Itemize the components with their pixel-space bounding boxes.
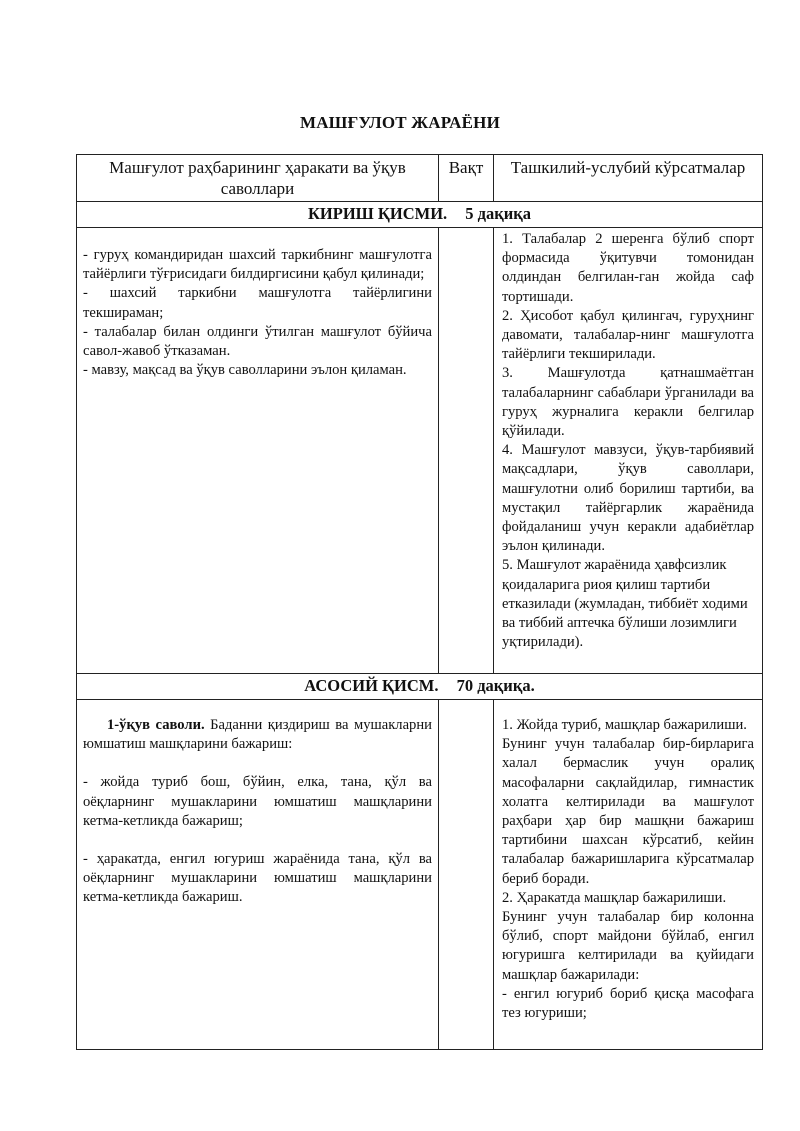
question-1 <box>83 716 432 754</box>
section-intro-minutes: 5 дақиқа <box>465 204 532 223</box>
main-instruction-1: 1. Жойда туриб, машқлар бажарилиши. <box>502 717 747 733</box>
section-intro-row <box>77 202 763 228</box>
section-main-title <box>77 674 763 700</box>
main-action-2: - ҳаракатда, енгил югуриш жараёнида тана, қўл ва оёқларнинг мушакларини юмшатиш машқларини кетма-кетликда бажариш. <box>83 851 432 906</box>
lesson-table <box>76 154 763 1050</box>
main-instruction-3: 2. Ҳаракатда машқлар бажарилиши. <box>502 889 727 906</box>
intro-action-1: - гуруҳ командиридан шахсий таркибнинг машғулотга тайёрлиги тўғрисидаги билдиргисини қабул қилинади; <box>83 247 432 283</box>
main-time-cell <box>439 700 494 1050</box>
intro-time-cell <box>439 228 494 674</box>
intro-action-2: - шахсий таркибни машғулотга тайёрлигини текшираман; <box>83 285 432 321</box>
intro-instruction-1: 1. Талабалар 2 шеренга бўлиб спорт формасида ўқитувчи томонидан олдиндан белгилан-ган жойда саф тортишади. <box>502 231 754 305</box>
intro-action-3: - талабалар билан олдинги ўтилган машғулот бўйича савол-жавоб ўтказаман. <box>83 323 432 360</box>
main-actions-cell <box>77 700 439 1050</box>
header-time-label: Вақт <box>448 158 484 177</box>
header-instructions-label: Ташкилий-услубий кўрсатмалар <box>510 158 746 177</box>
section-main-minutes: 70 дақиқа. <box>456 676 535 695</box>
main-instruction-5: - енгил югуриб бориб қисқа масофага тез югуриши; <box>502 985 754 1022</box>
intro-action-4: - мавзу, мақсад ва ўқув саволларини эълон қиламан. <box>83 362 407 379</box>
section-main-content-row <box>77 700 763 1050</box>
header-cell-actions <box>77 155 439 202</box>
intro-instruction-3: 3. Машғулотда қатнашмаётган талабаларнинг сабаблари ўрганилади ва гуруҳ журналига керакли белгилар қўйилади. <box>502 365 754 440</box>
header-cell-instructions <box>494 155 763 202</box>
intro-actions-cell <box>77 228 439 674</box>
header-cell-time <box>439 155 494 202</box>
question-1-label: 1-ўқув саволи. <box>107 717 205 733</box>
main-action-1: - жойда туриб бош, бўйин, елка, тана, қўл ва оёқларнинг мушакларини юмшатиш машқларини кетма-кетликда бажариш; <box>83 774 432 829</box>
intro-instructions-cell <box>494 228 763 674</box>
main-instruction-4: Бунинг учун талабалар бир колонна бўлиб, спорт майдони бўйлаб, енгил югуришга келтирилади ва қуйидаги машқлар бажарилади: <box>502 909 754 983</box>
page-title: МАШҒУЛОТ ЖАРАЁНИ <box>299 113 501 132</box>
header-actions-label: Машғулот раҳбарининг ҳаракати ва ўқув саволлари <box>109 158 406 198</box>
section-intro-label: КИРИШ ҚИСМИ. <box>307 204 448 223</box>
intro-instruction-5: 5. Машғулот жараёнида ҳавфсизлик қоидаларига риоя қилиш тартиби етказилади (жумладан, тиббиёт ходими ва тиббий аптечка бўлиши лозимлиги уқтирилади). <box>502 557 748 651</box>
main-instructions-cell <box>494 700 763 1050</box>
intro-instruction-4: 4. Машғулот мавзуси, ўқув-тарбиявий мақсадлари, ўқув саволлари, машғулотни олиб борилиш тартиби, ва мустақил тайёргарлик жараёнида фойдаланиш учун керакли адабиётлар эълон қилинади. <box>502 442 754 555</box>
section-main-label: АСОСИЙ ҚИСМ. <box>304 676 439 695</box>
table-header-row <box>77 155 763 202</box>
main-instruction-2: Бунинг учун талабалар бир-бирларига халал бермаслик учун оралиқ масофаларни сақлайдилар, гимнастик холатга келтирилади ва машғулот раҳбари ҳар бир машқни бажариш тартибини шахсан кўрсатиб, кейин талабалар бажаришларига кўрсатмалар бериб боради. <box>502 736 754 887</box>
section-intro-content-row <box>77 228 763 674</box>
section-main-row <box>77 674 763 700</box>
intro-instruction-2: 2. Ҳисобот қабул қилингач, гуруҳнинг давомати, талабалар-нинг машғулотга тайёрлиги текширилади. <box>502 307 754 363</box>
section-intro-title <box>77 202 763 228</box>
question-1-text: Баданни қиздириш ва мушакларни юмшатиш машқларини бажариш: <box>83 717 432 753</box>
